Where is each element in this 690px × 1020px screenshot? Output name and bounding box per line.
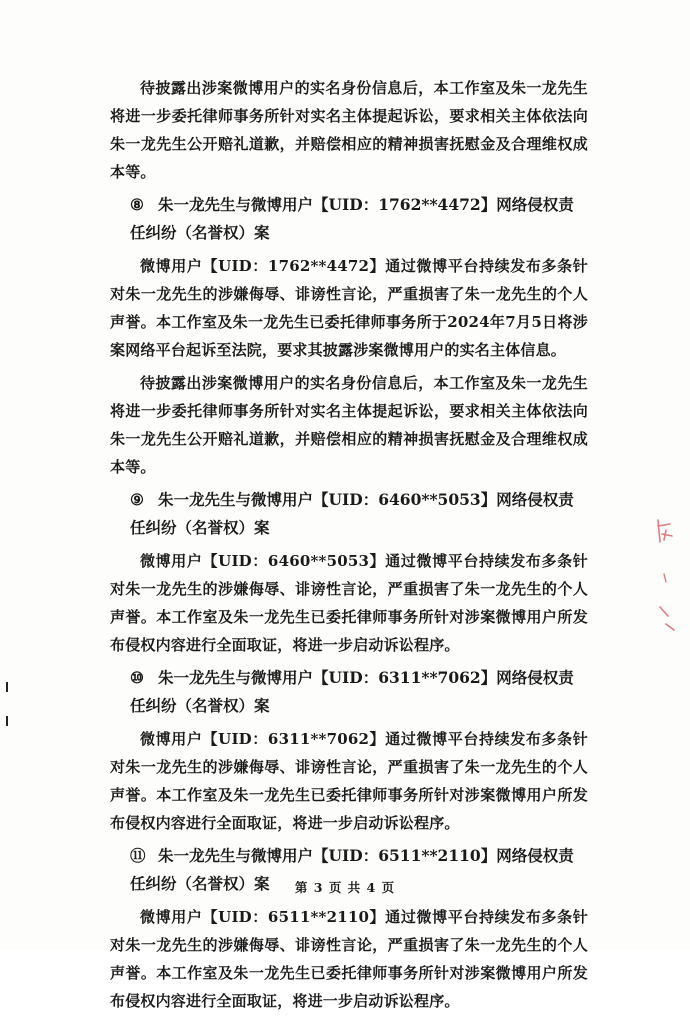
scan-margin-mark <box>6 682 8 692</box>
red-ink-annotation <box>652 512 682 642</box>
case-title: 朱一龙先生与微博用户【UID：6511**2110】网络侵权责任纠纷（名誉权）案 <box>130 846 574 893</box>
case-number: ⑨ <box>130 490 144 509</box>
case-number: ⑧ <box>130 195 144 214</box>
case-number: ⑩ <box>130 668 144 687</box>
case-title: 朱一龙先生与微博用户【UID：6460**5053】网络侵权责任纠纷（名誉权）案 <box>130 490 574 537</box>
page-footer: 第 3 页 共 4 页 <box>294 880 396 895</box>
paragraph: 微博用户【UID：6311**7062】通过微博平台持续发布多条针对朱一龙先生的涉嫌侮辱、诽谤性言论，严重损害了朱一龙先生的个人声誉。本工作室及朱一龙先生已委托律师事务所针对涉案微博用户所发布侵权内容进行全面取证，将进一步启动诉讼程序。 <box>110 730 588 832</box>
paragraph: 待披露出涉案微博用户的实名身份信息后，本工作室及朱一龙先生将进一步委托律师事务所针对实名主体提起诉讼，要求相关主体依法向朱一龙先生公开赔礼道歉，并赔偿相应的精神损害抚慰金及合理维权成本等。 <box>110 79 588 181</box>
case-title: 朱一龙先生与微博用户【UID：6311**7062】网络侵权责任纠纷（名誉权）案 <box>130 668 574 715</box>
case-title: 朱一龙先生与微博用户【UID：1762**4472】网络侵权责任纠纷（名誉权）案 <box>130 195 574 242</box>
paragraph: 待披露出涉案微博用户的实名身份信息后，本工作室及朱一龙先生将进一步委托律师事务所针对实名主体提起诉讼，要求相关主体依法向朱一龙先生公开赔礼道歉，并赔偿相应的精神损害抚慰金及合理维权成本等。 <box>110 374 588 476</box>
case-number: ⑪ <box>130 846 146 865</box>
paragraph: 微博用户【UID：1762**4472】通过微博平台持续发布多条针对朱一龙先生的涉嫌侮辱、诽谤性言论，严重损害了朱一龙先生的个人声誉。本工作室及朱一龙先生已委托律师事务所于2024年7月5日将涉案网络平台起诉至法院，要求其披露涉案微博用户的实名主体信息。 <box>110 257 588 359</box>
case-heading <box>110 664 588 720</box>
case-heading <box>110 191 588 247</box>
paragraph: 微博用户【UID：6460**5053】通过微博平台持续发布多条针对朱一龙先生的涉嫌侮辱、诽谤性言论，严重损害了朱一龙先生的个人声誉。本工作室及朱一龙先生已委托律师事务所针对涉案微博用户所发布侵权内容进行全面取证，将进一步启动诉讼程序。 <box>110 552 588 654</box>
scan-margin-mark <box>6 716 8 726</box>
paragraph: 微博用户【UID：6511**2110】通过微博平台持续发布多条针对朱一龙先生的涉嫌侮辱、诽谤性言论，严重损害了朱一龙先生的个人声誉。本工作室及朱一龙先生已委托律师事务所针对涉案微博用户所发布侵权内容进行全面取证，将进一步启动诉讼程序。 <box>110 908 588 1010</box>
case-heading <box>110 486 588 542</box>
